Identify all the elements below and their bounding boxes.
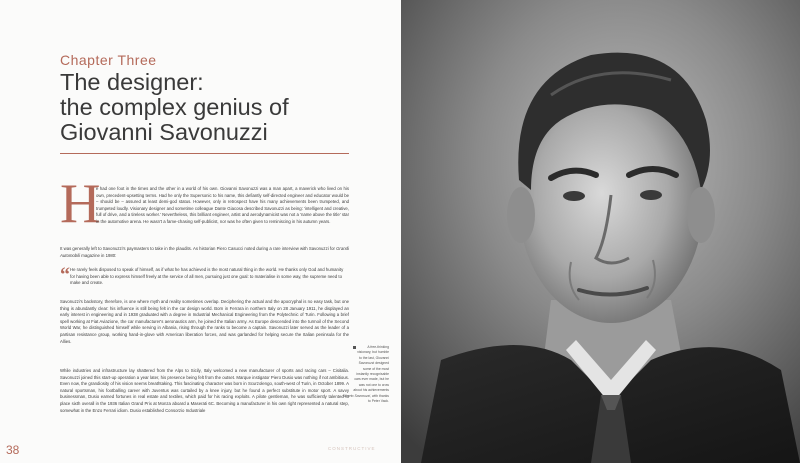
caption-credit: Alberto Savonuzzi <box>342 393 371 398</box>
paragraph-3: Savonuzzi's backstory, therefore, is one where myth and reality sometimes overlap. Deciphering the actual and the apocryphal is no easy task, but one thing is abundantly clear: his influence is still being felt in the car design world. Born in Ferrara in northern Italy on 28 January 1911, he displayed an early interest in engineering and in 1938 graduated with a degree in Industrial Mechanical Engineering from the Polytechnic of Turin. Following a brief spell working at Fiat Aviazione, the car manufacturer's aeronautics arm, he joined the Italian army. As Europe descended into the turmoil of the Second World War, he distinguished himself while serving in Albania, rising through the ranks to become a captain. Savonuzzi later served as the leader of a partisan resistance group, working hand-in-glove with American liberation forces, and was garlanded for helping secure the Italian peninsula for the Allies. <box>60 299 349 344</box>
caption-line: some of the most <box>362 366 389 371</box>
chapter-label: Chapter Three <box>60 52 157 68</box>
caption-line: A free-thinking <box>367 345 389 349</box>
running-footer: CONSTRUCTIVE <box>328 446 376 451</box>
chapter-title <box>60 70 360 145</box>
caption-tail: , with thanks to Peter Vack. <box>367 393 389 404</box>
caption-line: to the last, Giovanni <box>359 355 389 360</box>
title-line-1: The designer: <box>60 69 204 95</box>
caption-line: about his achievements <box>353 388 389 393</box>
caption-line: cars ever made, but he <box>354 377 389 382</box>
caption-line: visionary, but humble <box>357 350 389 355</box>
page-number: 38 <box>6 443 20 457</box>
portrait-image <box>401 0 800 463</box>
title-line-3: Giovanni Savonuzzi <box>60 119 268 145</box>
caption-line: instantly recognisable <box>356 372 389 377</box>
paragraph-1 <box>60 173 349 235</box>
paragraph-1-text: e had one foot in the times and the other in a world of his own. Giovanni Savonuzzi was a man apart, a maverick who lived on his own, precedent-upsetting terms. Had he only the Supersonic to his name, this defiantly self-directed engineer and educator would be – should be – assured at least demi-god status. However, only in retrospect have his many achievements been trumpeted, and trumpeted loudly. Visionary designer and sometime colleague Dante Giacosa described Savonuzzi as being: 'intelligent and creative, full of drive, and a tireless worker.' Nevertheless, this brilliant engineer, artist and aerodynamicist was not a 'name above the title' star in the automotive arena. He wasn't a fame-chasing self-publicist, nor was he often given to reminiscing in his autumn years. <box>96 186 349 224</box>
portrait-photo <box>401 0 800 463</box>
caption-line: was not one to crow <box>358 382 389 387</box>
paragraph-2 <box>60 246 349 259</box>
drop-cap: H <box>60 173 101 235</box>
paragraph-2-start: It was generally left to Savonuzzi's paymasters to take in the plaudits. As historian Piero Casucci noted during a rare interview with Savonuzzi for <box>60 246 337 251</box>
paragraph-2-end: magazine in 1980: <box>80 252 117 258</box>
title-line-2: the complex genius of <box>60 94 289 120</box>
quote-mark-icon: “ <box>60 264 70 286</box>
title-rule <box>60 153 349 154</box>
caption-line: Savonuzzi designed <box>358 361 389 366</box>
magazine-title: Grandi Automobili <box>60 246 349 258</box>
quote-text: He rarely feels disposed to speak of himself, as if what he has achieved is the most natural thing in the world. He thanks only God and humanity for having been able to express himself freely at the service of all men, pursuing just one goal: to materialise in some way, the supreme need to make and create. <box>70 267 344 286</box>
photo-caption <box>342 345 389 404</box>
paragraph-4: While industries and infrastructure lay shattered from the Alps to Sicily, Italy welcomed a new manufacturer of sports and racing cars – Cisitalia. Savonuzzi joined this start-up operation a year later, his presence being felt from the outset. Marque instigator Piero Dusio was nothing if not ambitious. Even now, the grandiosity of his vision seems breathtaking. This fascinating character was born in Scurzolengo, south-west of Turin, in October 1899. A natural sportsman, his footballing career with Juventus was curtailed by a knee injury, but he found a perfect substitute in motor sport. A savvy businessman, Dusio earned fortunes in real estate and textiles, which paid for his racing exploits. A pilote gentleman, he was sufficiently talented to place sixth overall in the 1936 Italian Grand Prix at Monza aboard a Maserati 6C. Becoming a manufacturer in his own right represented a natural step, somewhat in the Enzo Ferrari idiom. Dusio established Consorzio Industriale <box>60 368 349 413</box>
